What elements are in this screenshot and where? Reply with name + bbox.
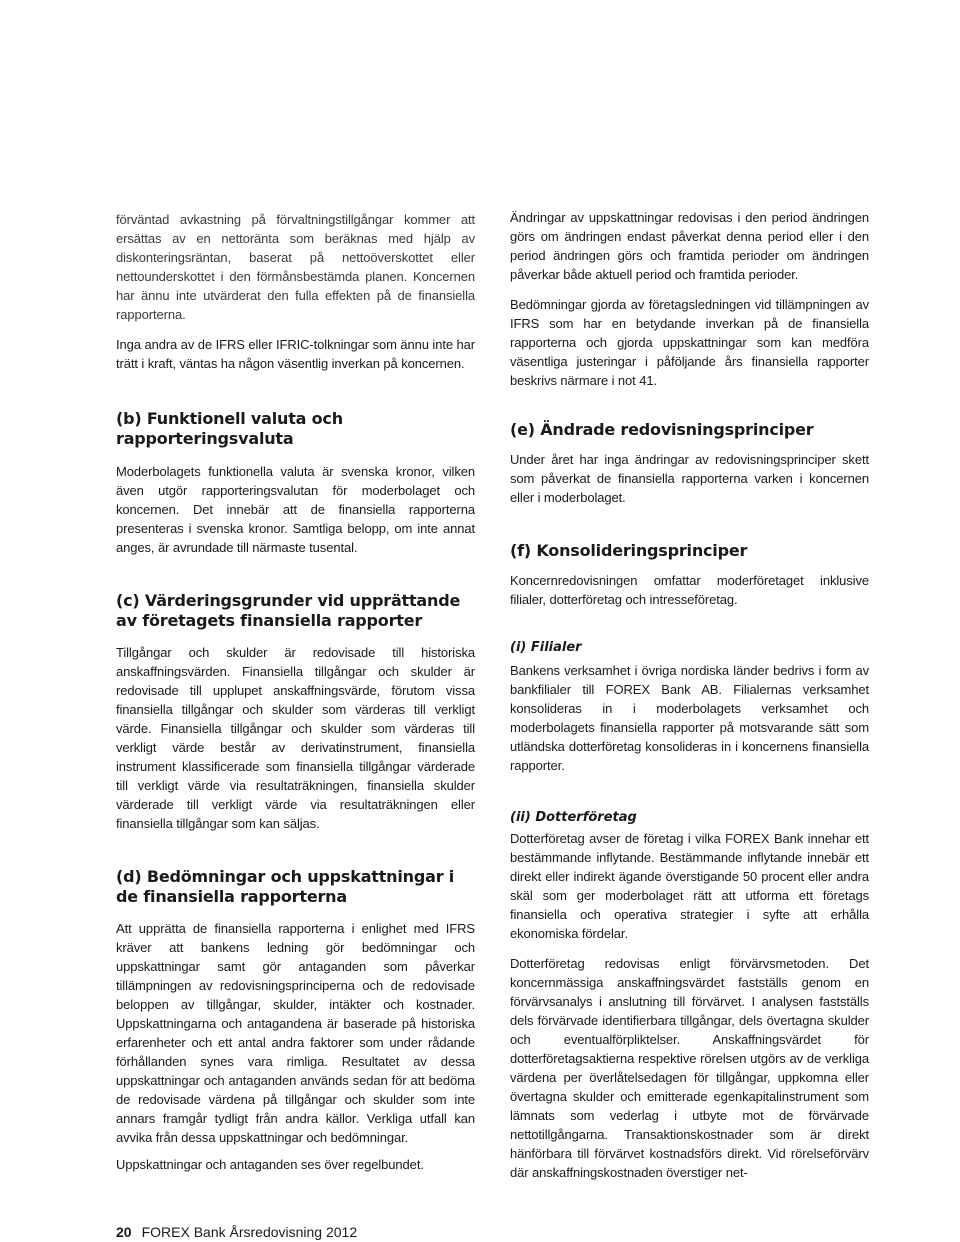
intro-paragraph-ifrs: Inga andra av de IFRS eller IFRIC-tolkningar som ännu inte har trätt i kraft, väntas ha någon väsentlig inverkan på koncernen. (116, 337, 475, 371)
intro-paragraph-pension: förväntad avkastning på förvaltningstillgångar kommer att ersättas av en nettoränta som beräknas med hjälp av diskonteringsräntan, baserat på nettoöverskottet eller nettounderskottet i den förmånsbestämda planen. Koncernen har ännu inte utvärderat den fulla effekten på de finansiella rapporterna. (116, 212, 475, 322)
section-f-text: Koncernredovisningen omfattar moderföretaget inklusive filialer, dotterföretag och intresseföretag. (510, 573, 869, 607)
publication-title: FOREX Bank Årsredovisning 2012 (141, 1224, 358, 1240)
section-e-heading: (e) Ändrade redovisningsprinciper (510, 420, 814, 439)
subsection-ii-heading: (ii) Dotterföretag (510, 810, 637, 825)
left-column (116, 0, 475, 1174)
section-c-text: Tillgångar och skulder är redovisade till historiska anskaffningsvärden. Finansiella tillgångar och skulder är redovisade till upplupet anskaffningsvärde, förutom vissa finansiella tillgångar och skulder som värderas till verkligt värde. Finansiella tillgångar och skulder som värderas till verkligt värde består av derivatinstrument, finansiella instrument klassificerade som finansiella tillgångar värderade till verkligt värde via resultaträkningen, finansiella skulder värderade till verkligt värde via resultaträkningen eller finansiella tillgångar som kan säljas. (116, 645, 475, 831)
estimates-change-paragraph: Ändringar av uppskattningar redovisas i den period ändringen görs om ändringen endast påverkat denna period eller i den period ändringen görs och framtida perioder om ändringen påverkar både aktuell period och framtida perioder. (510, 210, 869, 282)
section-d-heading: (d) Bedömningar och uppskattningar i de finansiella rapporterna (116, 867, 455, 906)
section-e-text: Under året har inga ändringar av redovisningsprinciper skett som påverkat de finansiella rapporterna varken i koncernen eller i moderbolaget. (510, 452, 869, 505)
subsection-ii-text-acquisition: Dotterföretag redovisas enligt förvärvsmetoden. Det koncernmässiga anskaffningsvärdet fastställs genom en förvärvsanalys i anslutning till förvärvet. I analysen fastställs dels förvärvade identifierbara tillgångar, dels övertagna skulder och eventualförpliktelser. Anskaffningsvärdet för dotterföretagsaktierna respektive rörelsen utgörs av de verkliga värdena per överlåtelsedagen för tillgångar, uppkomna eller övertagna skulder och emitterade egenkapitalinstrument som lämnats som vederlag i utbyte mot de förvärvade nettotillgångarna. Transaktionskostnader som är direkt hänförbara till förvärvet kostnadsförs direkt. Vid rörelseförvärv där anskaffningskostnaden överstiger net- (510, 956, 869, 1180)
section-d-text-review: Uppskattningar och antaganden ses över regelbundet. (116, 1157, 424, 1172)
subsection-ii-text: Dotterföretag avser de företag i vilka FOREX Bank innehar ett bestämmande inflytande. Bestämmande inflytande innebär ett direkt eller indirekt ägande överstigande 50 procent eller andra skäl som ger moderbolaget rätt att utforma ett företags finansiella och operativa strategier i syfte att erhålla ekonomiska fördelar. (510, 831, 869, 941)
right-column (510, 0, 869, 1182)
subsection-i-heading: (i) Filialer (510, 640, 582, 655)
section-b-text: Moderbolagets funktionella valuta är svenska kronor, vilken även utgör rapporteringsvalutan för moderbolaget och koncernen. Det innebär att de finansiella rapporterna presenteras i svenska kronor. Samtliga belopp, om inte annat anges, är avrundade till närmaste tusental. (116, 464, 475, 555)
page-footer (116, 1224, 357, 1240)
section-f-heading: (f) Konsolideringsprinciper (510, 541, 748, 560)
section-b-heading: (b) Funktionell valuta och rapporteringsvaluta (116, 409, 343, 448)
section-d-text: Att upprätta de finansiella rapporterna i enlighet med IFRS kräver att bankens ledning gör bedömningar och uppskattningar samt gör antaganden som påverkar tillämpningen av redovisningsprinciperna och de redovisade beloppen av tillgångar, skulder, intäkter och kostnader. Uppskattningarna och antagandena är baserade på historiska erfarenheter och ett antal andra faktorer som under rådande förhållanden synes vara rimliga. Resultatet av dessa uppskattningar och antaganden används sedan för att bedöma de redovisade värdena på tillgångar och skulder som inte annars framgår tydligt från andra källor. Verkliga utfall kan avvika från dessa uppskattningar och bedömningar. (116, 921, 475, 1145)
judgements-paragraph: Bedömningar gjorda av företagsledningen vid tillämpningen av IFRS som har en betydande inverkan på de finansiella rapporterna och gjorda uppskattningar som kan medföra väsentliga justeringar i påföljande års finansiella rapporter beskrivs närmare i not 41. (510, 297, 869, 388)
section-c-heading: (c) Värderingsgrunder vid upprättande av företagets finansiella rapporter (116, 591, 461, 630)
page-number: 20 (116, 1224, 132, 1240)
subsection-i-text: Bankens verksamhet i övriga nordiska länder bedrivs i form av bankfilialer till FOREX Bank AB. Filialernas verksamhet konsolideras in i moderbolagets verksamhet och moderbolagets finansiella rapporter på motsvarande sätt som utländska dotterföretag konsolideras in i koncernens finansiella rapporter. (510, 663, 869, 773)
